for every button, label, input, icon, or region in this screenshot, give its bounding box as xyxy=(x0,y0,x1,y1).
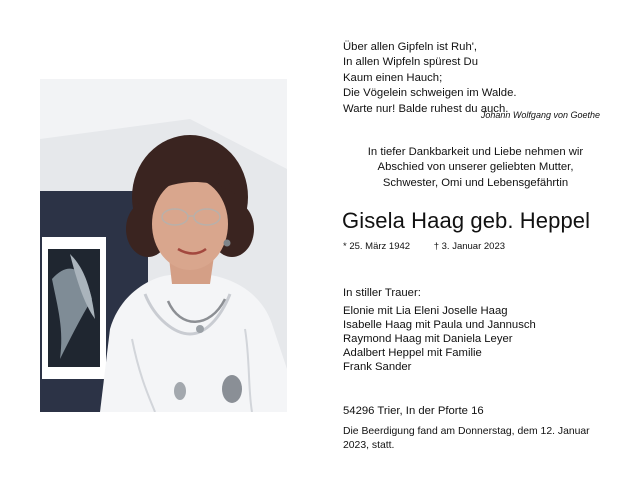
mourner-line: Frank Sander xyxy=(343,361,412,373)
funeral-note: Die Beerdigung fand am Donnerstag, dem 12. Januar 2023, statt. xyxy=(343,426,590,451)
death-date: † 3. Januar 2023 xyxy=(433,241,506,252)
poem xyxy=(343,40,517,117)
poem-line: In allen Wipfeln spürest Du xyxy=(343,56,479,69)
mourner-line: Elonie mit Lia Eleni Joselle Haag xyxy=(343,305,508,317)
mourners-label: In stiller Trauer: xyxy=(343,287,421,299)
life-dates xyxy=(343,241,526,252)
poem-line: Über allen Gipfeln ist Ruh', xyxy=(343,41,478,53)
intro-text xyxy=(348,145,603,191)
birth-date: * 25. März 1942 xyxy=(343,241,411,252)
intro-line: Schwester, Omi und Lebensgefährtin xyxy=(382,176,569,189)
mourner-line: Adalbert Heppel mit Familie xyxy=(343,347,482,359)
poem-author: Johann Wolfgang von Goethe xyxy=(480,110,600,120)
deceased-name: Gisela Haag geb. Heppel xyxy=(342,208,591,233)
intro-line: In tiefer Dankbarkeit und Liebe nehmen wir xyxy=(367,146,584,158)
mourners-list xyxy=(343,304,536,374)
poem-line: Die Vögelein schweigen im Walde. xyxy=(343,87,517,100)
mourner-line: Isabelle Haag mit Paula und Jannusch xyxy=(343,319,536,331)
poem-line: Warte nur! Balde ruhest du auch. xyxy=(343,102,509,115)
intro-line: Abschied von unserer geliebten Mutter, xyxy=(377,161,574,174)
address: 54296 Trier, In der Pforte 16 xyxy=(343,405,484,417)
mourner-line: Raymond Haag mit Daniela Leyer xyxy=(343,333,513,345)
poem-line: Kaum einen Hauch; xyxy=(343,71,443,84)
portrait-photo xyxy=(40,79,287,412)
